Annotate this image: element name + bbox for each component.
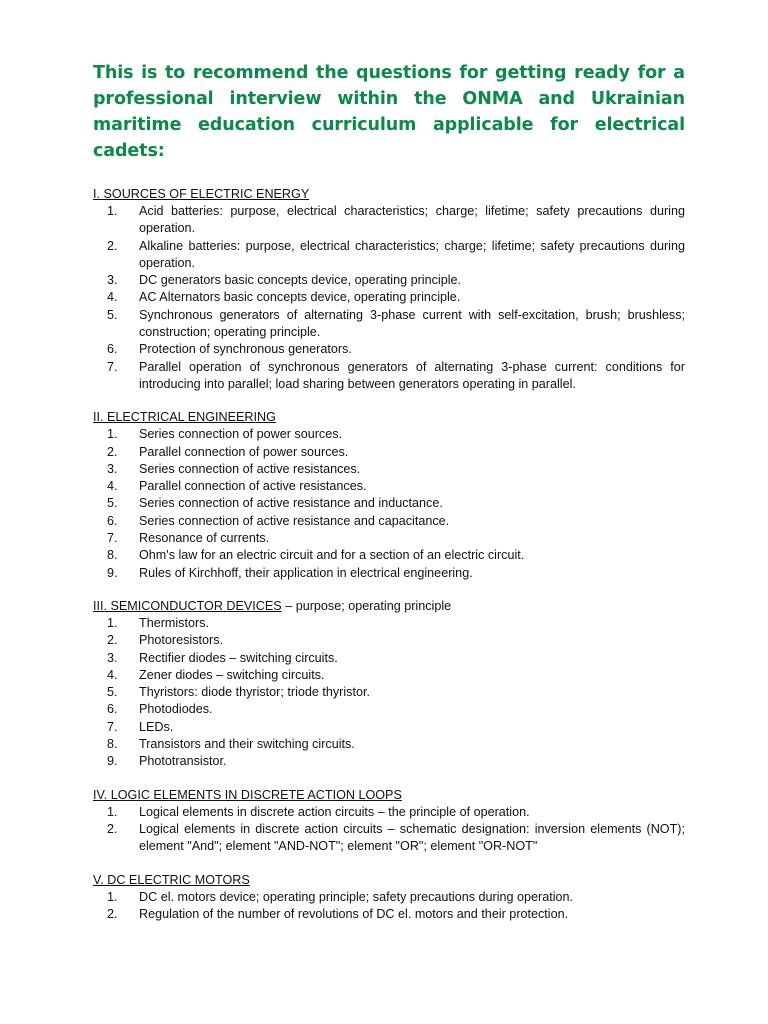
section-heading-text: III. SEMICONDUCTOR DEVICES — [93, 598, 282, 613]
list-item-text: Thyristors: diode thyristor; triode thyristor. — [139, 685, 370, 700]
list-item-number: 3. — [107, 273, 118, 288]
list-item-number: 7. — [107, 719, 118, 734]
list-item-number: 1. — [107, 889, 118, 904]
list-item-text: LEDs. — [139, 719, 174, 734]
list-item-text: Rules of Kirchhoff, their application in electrical engineering. — [139, 565, 473, 580]
list-item-text: Series connection of power sources. — [139, 427, 343, 442]
list-item-number: 2. — [107, 238, 118, 253]
list-item-text: Parallel operation of synchronous generators of alternating 3-phase current: conditions for introducing into parallel; load sharing between generators operating in parallel. — [139, 359, 685, 391]
list-item-number: 7. — [107, 359, 118, 374]
list-item — [93, 203, 685, 238]
list-item — [93, 513, 685, 530]
list-item-text: Thermistors. — [139, 615, 209, 630]
sections-container — [93, 186, 685, 923]
section — [93, 872, 685, 924]
list-item — [93, 821, 685, 856]
list-item-number: 8. — [107, 548, 118, 563]
section — [93, 787, 685, 856]
list-item-text: Acid batteries: purpose, electrical characteristics; charge; lifetime; safety precautions during operation. — [139, 204, 685, 236]
section-heading — [93, 872, 685, 889]
list-item — [93, 495, 685, 512]
list-item — [93, 272, 685, 289]
list-item-text: Parallel connection of power sources. — [139, 444, 349, 459]
list-item — [93, 426, 685, 443]
list-item — [93, 701, 685, 718]
list-item-number: 3. — [107, 461, 118, 476]
list-item — [93, 889, 685, 906]
list-item-number: 4. — [107, 479, 118, 494]
section-heading — [93, 787, 685, 804]
list-item — [93, 359, 685, 394]
list-item-number: 9. — [107, 565, 118, 580]
section-item-list — [93, 804, 685, 856]
list-item-number: 2. — [107, 633, 118, 648]
list-item-text: Alkaline batteries: purpose, electrical characteristics; charge; lifetime; safety precautions during operation. — [139, 238, 685, 270]
section-heading-suffix: – purpose; operating principle — [281, 598, 452, 613]
section-item-list — [93, 615, 685, 771]
list-item-number: 5. — [107, 307, 118, 322]
list-item-number: 6. — [107, 513, 118, 528]
list-item-text: Series connection of active resistance and capacitance. — [139, 513, 450, 528]
list-item — [93, 289, 685, 306]
list-item-text: Transistors and their switching circuits. — [139, 737, 355, 752]
list-item — [93, 307, 685, 342]
list-item-number: 3. — [107, 650, 118, 665]
list-item-number: 6. — [107, 702, 118, 717]
list-item-text: AC Alternators basic concepts device, operating principle. — [139, 290, 461, 305]
section-heading — [93, 409, 685, 426]
list-item-text: Regulation of the number of revolutions of DC el. motors and their protection. — [139, 906, 569, 921]
list-item-number: 6. — [107, 342, 118, 357]
list-item-number: 7. — [107, 531, 118, 546]
list-item-text: Logical elements in discrete action circuits – the principle of operation. — [139, 804, 530, 819]
section-heading — [93, 186, 685, 203]
list-item-number: 5. — [107, 685, 118, 700]
section-heading-text: IV. LOGIC ELEMENTS IN DISCRETE ACTION LOOPS — [93, 787, 402, 802]
list-item — [93, 238, 685, 273]
list-item — [93, 478, 685, 495]
list-item-text: Resonance of currents. — [139, 531, 270, 546]
list-item-text: Series connection of active resistance and inductance. — [139, 496, 443, 511]
section-item-list — [93, 426, 685, 582]
list-item — [93, 632, 685, 649]
list-item-text: DC generators basic concepts device, operating principle. — [139, 273, 462, 288]
list-item — [93, 753, 685, 770]
list-item-text: Protection of synchronous generators. — [139, 342, 352, 357]
list-item — [93, 565, 685, 582]
list-item-number: 8. — [107, 737, 118, 752]
section — [93, 409, 685, 582]
list-item-text: Series connection of active resistances. — [139, 461, 361, 476]
list-item — [93, 667, 685, 684]
list-item-text: Parallel connection of active resistances. — [139, 479, 367, 494]
section-heading-text: II. ELECTRICAL ENGINEERING — [93, 410, 276, 425]
list-item — [93, 530, 685, 547]
list-item-number: 4. — [107, 290, 118, 305]
list-item-number: 2. — [107, 821, 118, 836]
list-item-number: 1. — [107, 427, 118, 442]
list-item-number: 9. — [107, 754, 118, 769]
list-item — [93, 906, 685, 923]
list-item — [93, 615, 685, 632]
list-item — [93, 684, 685, 701]
document-page — [93, 60, 685, 939]
list-item — [93, 341, 685, 358]
list-item-number: 1. — [107, 804, 118, 819]
list-item-text: Zener diodes – switching circuits. — [139, 667, 325, 682]
list-item — [93, 804, 685, 821]
section-heading-text: V. DC ELECTRIC MOTORS — [93, 872, 250, 887]
section — [93, 186, 685, 393]
list-item-number: 2. — [107, 906, 118, 921]
list-item-text: Ohm's law for an electric circuit and for a section of an electric circuit. — [139, 548, 525, 563]
list-item — [93, 719, 685, 736]
list-item-text: DC el. motors device; operating principle; safety precautions during operation. — [139, 889, 574, 904]
section-heading-text: I. SOURCES OF ELECTRIC ENERGY — [93, 187, 310, 201]
list-item-text: Rectifier diodes – switching circuits. — [139, 650, 338, 665]
list-item-text: Photodiodes. — [139, 702, 213, 717]
list-item — [93, 736, 685, 753]
list-item-number: 4. — [107, 667, 118, 682]
section-item-list — [93, 203, 685, 393]
section — [93, 598, 685, 771]
list-item-text: Phototransistor. — [139, 754, 227, 769]
list-item — [93, 444, 685, 461]
list-item-number: 5. — [107, 496, 118, 511]
list-item-number: 2. — [107, 444, 118, 459]
list-item-text: Logical elements in discrete action circuits – schematic designation: inversion elements (NOT); element "And"; element "AND-NOT"; element "OR"; element "OR-NOT" — [139, 821, 685, 854]
list-item — [93, 547, 685, 564]
section-heading — [93, 598, 685, 615]
section-item-list — [93, 889, 685, 924]
list-item-number: 1. — [107, 615, 118, 630]
list-item-text: Photoresistors. — [139, 633, 223, 648]
list-item — [93, 650, 685, 667]
list-item — [93, 461, 685, 478]
list-item-text: Synchronous generators of alternating 3-phase current with self-excitation, brush; brushless; construction; operating principle. — [139, 307, 685, 340]
list-item-number: 1. — [107, 204, 118, 218]
document-title: This is to recommend the questions for getting ready for a professional interview within the ONMA and Ukrainian maritime education curriculum applicable for electrical cadets: — [93, 63, 685, 161]
